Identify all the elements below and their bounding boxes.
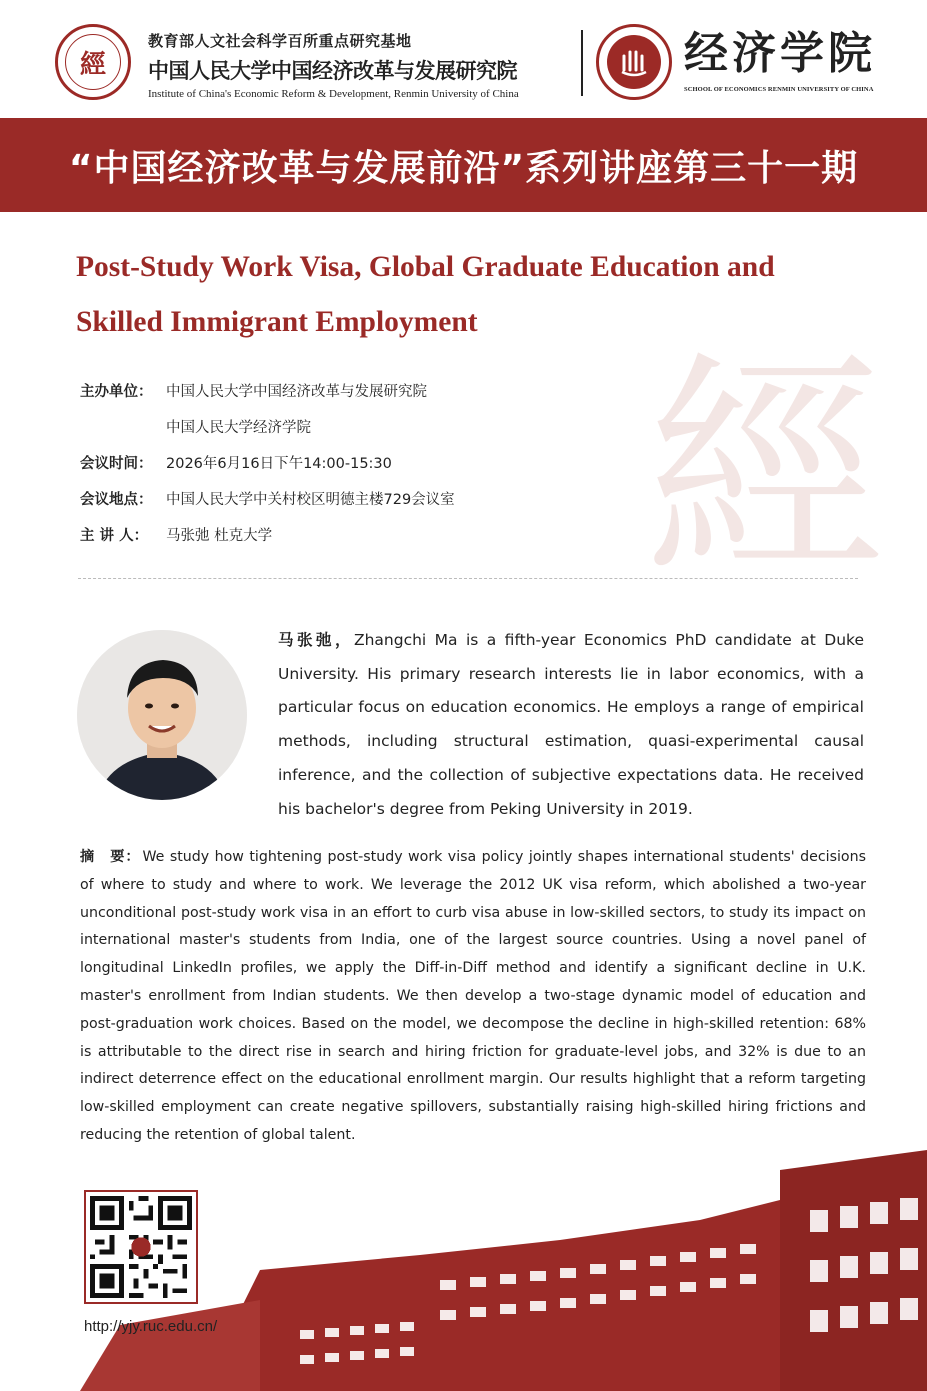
banner-title: “中国经济改革与发展前沿”系列讲座第三十一期 bbox=[68, 147, 859, 189]
lecture-title bbox=[76, 240, 866, 350]
info-row-host-2 bbox=[80, 408, 640, 444]
info-label: 会议地点： bbox=[80, 491, 153, 508]
lecture-title-line2: Skilled Immigrant Employment bbox=[76, 306, 478, 338]
info-value: 2026年6月16日下午14:00-15:30 bbox=[166, 455, 392, 472]
seal-emblem bbox=[607, 35, 661, 89]
info-row-time bbox=[80, 444, 640, 480]
header bbox=[0, 0, 927, 118]
institute-name-en: Institute of China's Economic Reform & Development, Renmin University of China bbox=[148, 88, 519, 100]
info-value: 马张弛 杜克大学 bbox=[166, 527, 273, 544]
speaker-photo bbox=[77, 630, 247, 800]
school-name-cn: 经济学院 bbox=[684, 28, 876, 79]
speaker-bio-text: Zhangchi Ma is a fifth-year Economics PhD candidate at Duke University. His primary research interests lie in labor economics, with a particular focus on education economics. He employs a range of empirical methods, including structural estimation, quasi-experimental causal inference, and the collection of subjective expectations data. He received his bachelor's degree from Peking University in 2019. bbox=[278, 631, 864, 818]
watermark-character: 經 bbox=[644, 330, 885, 610]
institute-name-cn: 中国人民大学中国经济改革与发展研究院 bbox=[148, 58, 517, 83]
info-row-host bbox=[80, 372, 640, 408]
speaker-name: 马张弛， bbox=[278, 631, 354, 649]
info-label: 主办单位： bbox=[80, 383, 153, 400]
school-name-en: SCHOOL OF ECONOMICS RENMIN UNIVERSITY OF CHINA bbox=[684, 86, 874, 93]
abstract bbox=[80, 844, 866, 1150]
info-row-speaker bbox=[80, 516, 640, 552]
speaker-bio bbox=[278, 624, 864, 826]
lecture-title-line1: Post-Study Work Visa, Global Graduate Education and bbox=[76, 251, 775, 283]
qr-code bbox=[84, 1190, 198, 1304]
institute-seal-logo bbox=[55, 24, 131, 100]
abstract-label: 摘 要： bbox=[80, 849, 141, 865]
abstract-text: We study how tightening post-study work visa policy jointly shapes international students' decisions of where to study and where to work. We leverage the 2012 UK visa reform, which abolished a two-year unconditional post-study work visa in an effort to curb visa abuse in low-skilled sectors, to study its impact on international master's students from India, one of the largest source countries. Using a novel panel of longitudinal LinkedIn profiles, we apply the Diff-in-Diff method and identify a significant decline in U.K. master's enrollment from Indian students. We then develop a two-stage dynamic model of education and post-graduation work choices. Based on the model, we decompose the decline in high-skilled retention: 68% is attributable to the direct rise in search and hiring friction for graduate-level jobs, and 32% is due to an indirect deterrence effect on the educational enrollment margin. Our results highlight that a reform targeting low-skilled employment can create negative spillovers, substantially raising high-skilled hiring frictions and reducing the retention of global talent. bbox=[80, 849, 866, 1143]
info-value: 中国人民大学经济学院 bbox=[166, 419, 311, 436]
section-divider bbox=[78, 578, 858, 579]
header-divider bbox=[581, 30, 583, 96]
lecture-series-banner bbox=[0, 118, 927, 212]
institute-name-block bbox=[148, 30, 578, 100]
seal-character: 經 bbox=[65, 34, 121, 90]
info-row-location bbox=[80, 480, 640, 516]
info-value: 中国人民大学中国经济改革与发展研究院 bbox=[166, 383, 427, 400]
info-value: 中国人民大学中关村校区明德主楼729会议室 bbox=[166, 491, 455, 508]
info-label: 主 讲 人： bbox=[80, 527, 149, 544]
renmin-university-seal-logo bbox=[596, 24, 672, 100]
website-url[interactable]: http://yjy.ruc.edu.cn/ bbox=[84, 1318, 218, 1335]
info-label: 会议时间： bbox=[80, 455, 153, 472]
institute-base-label: 教育部人文社会科学百所重点研究基地 bbox=[148, 32, 412, 50]
event-info bbox=[80, 372, 640, 552]
